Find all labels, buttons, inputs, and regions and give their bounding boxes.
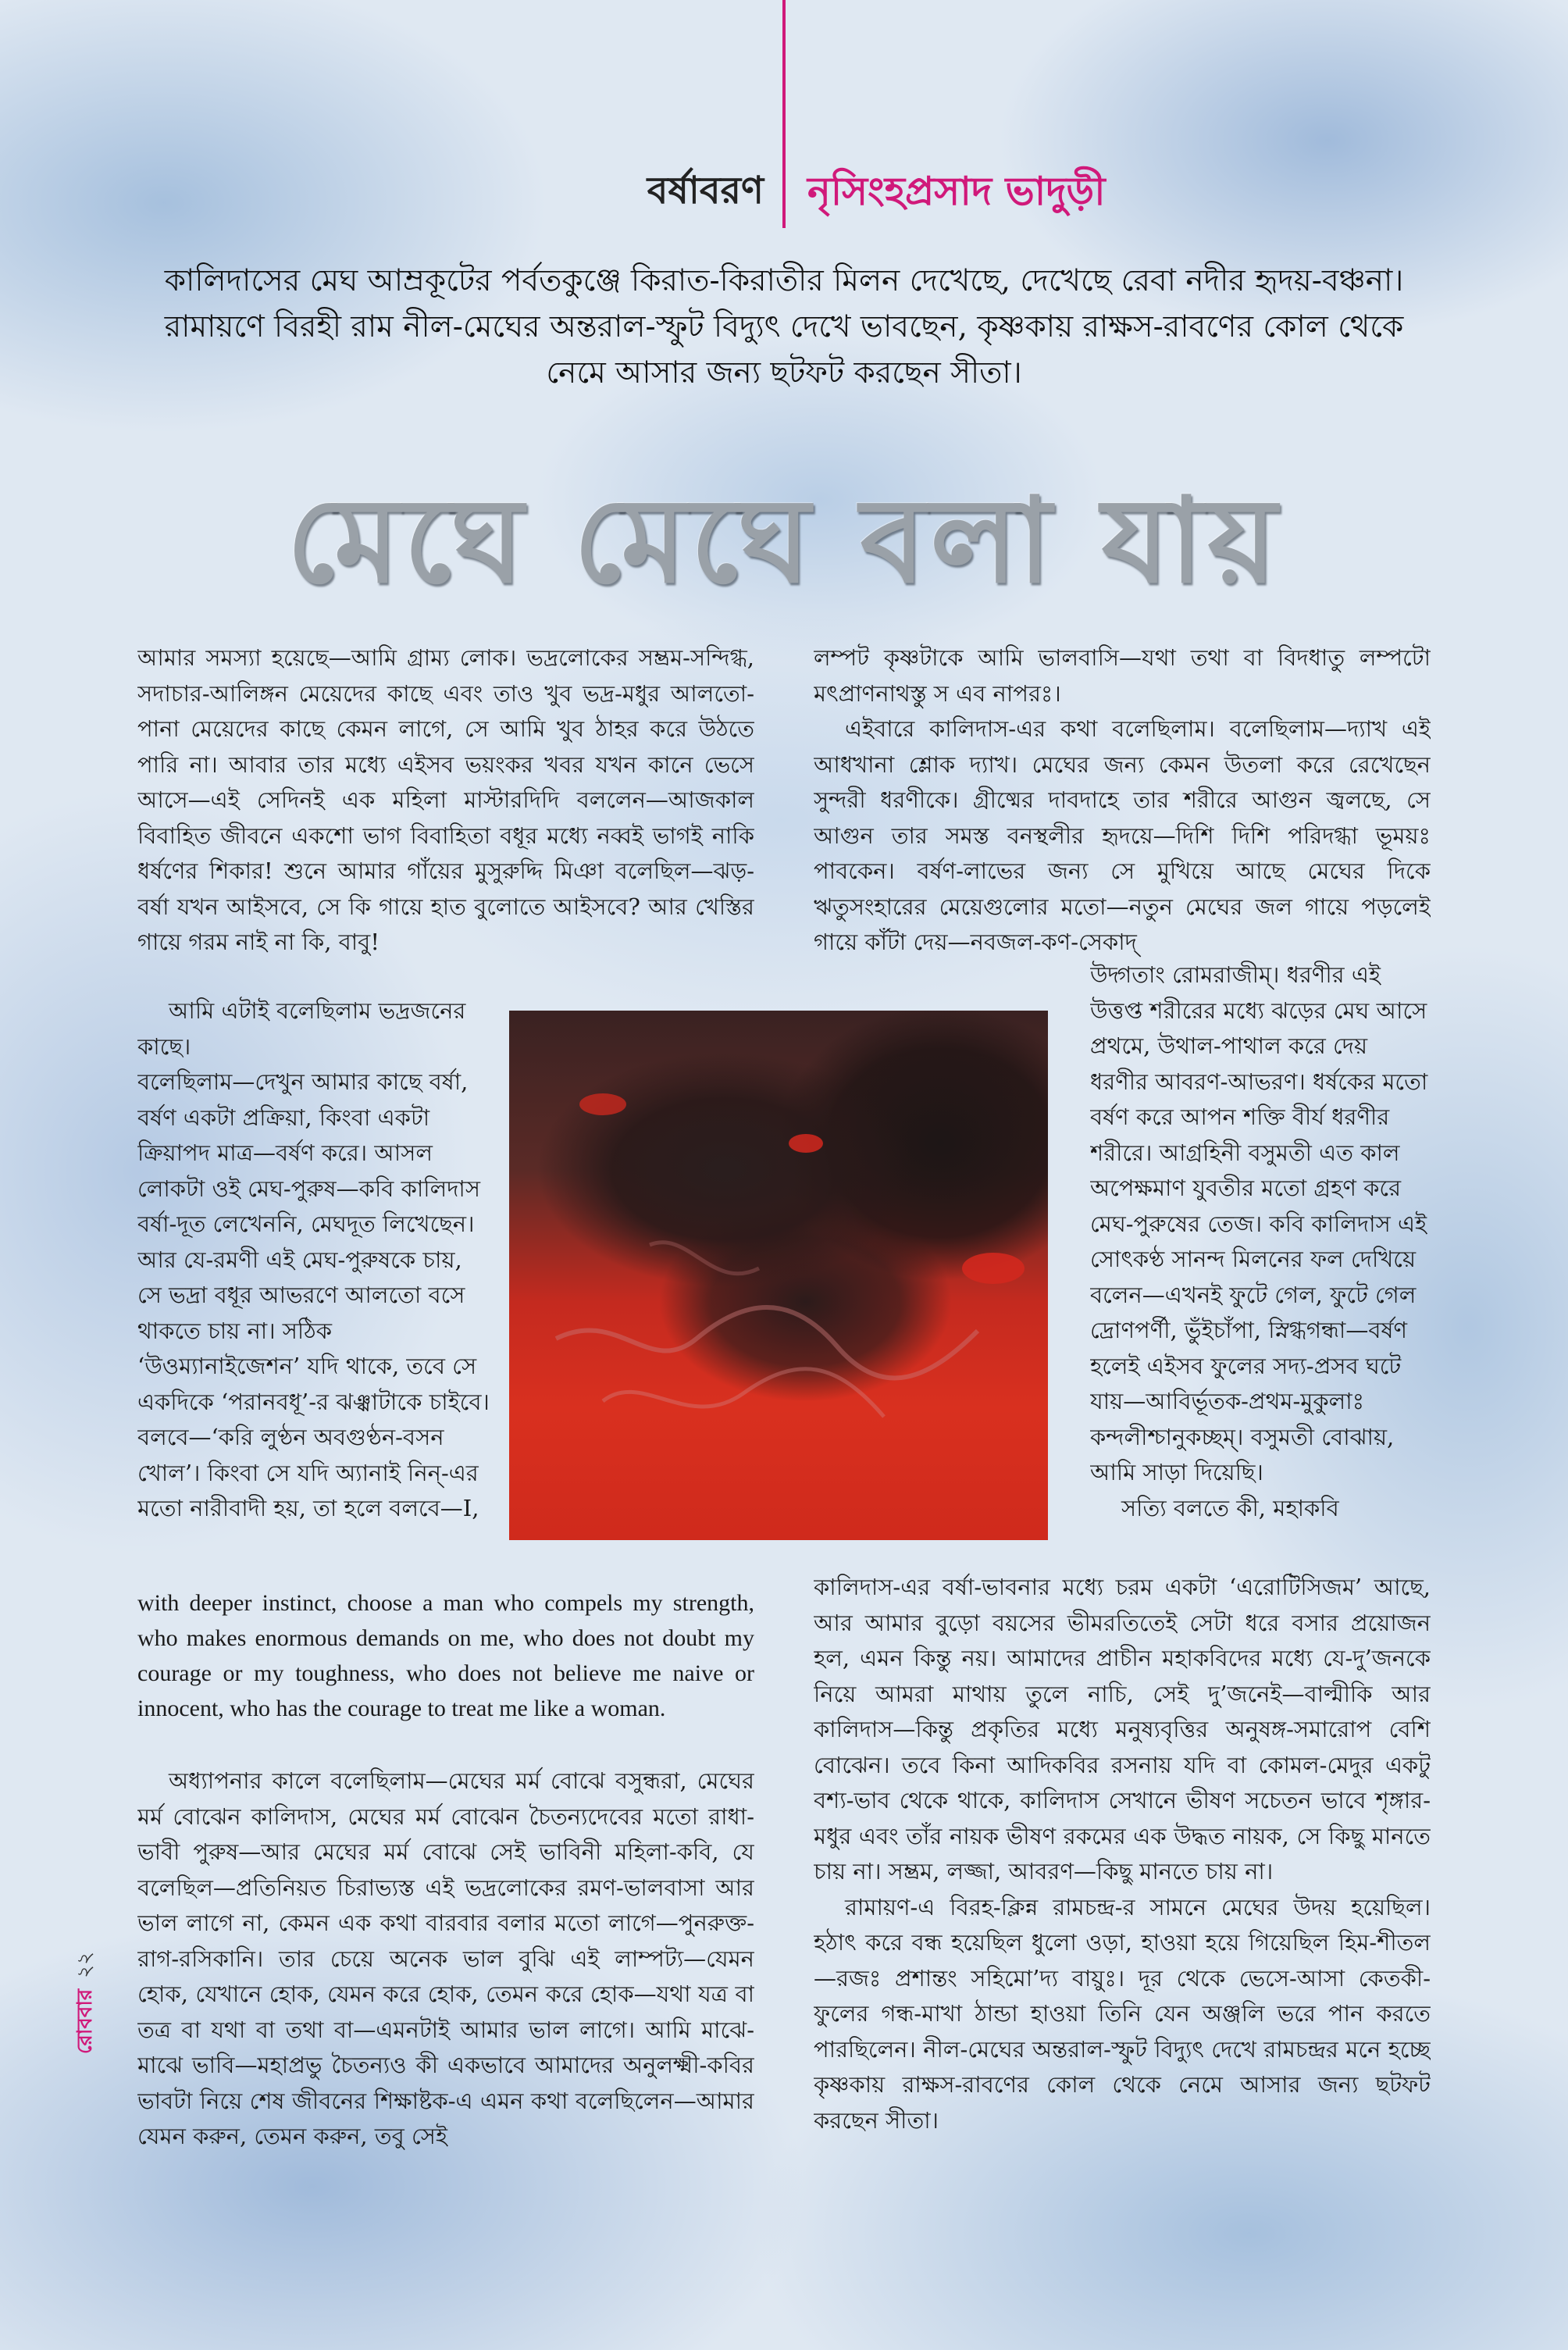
magazine-name: রোববার xyxy=(73,1988,97,2054)
paragraph: কালিদাস-এর বর্ষা-ভাবনার মধ্যে চরম একটা ‘এরোটিসিজম’ আছে, আর আমার বুড়ো বয়সের ভীমরতিতেই সেটা ধরে বসার প্রয়োজন হল, এমন কিন্তু নয়। আমাদের প্রাচীন মহাকবিদের মধ্যে যে-দু’জনকে নিয়ে আমরা মাথায় তুলে নাচি, সেই দু’জনেই—বাল্মীকি আর কালিদাস—কিন্তু প্রকৃতির মধ্যে মনুষ্যবৃত্তির অনুষঙ্গ-সমারোপ বেশি বোঝেন। তবে কিনা আদিকবির রসনায় যদি বা কোমল-মেদুর একটু বশ্য-ভাব থেকে থাকে, কালিদাস সেখানে ভীষণ সচেতন ভাবে শৃঙ্গার-মধুর এবং তাঁর নায়ক ভীষণ রকমের এক উদ্ধত নায়ক, সে কিছু মানতে চায় না। সম্ভ্রম, লজ্জা, আবরণ—কিছু মানতে চায় না। xyxy=(814,1574,1431,1885)
paragraph: আমার সমস্যা হয়েছে—আমি গ্রাম্য লোক। ভদ্রলোকের সম্ভ্রম-সন্দিগ্ধ, সদাচার-আলিঙ্গন মেয়েদের কাছে এবং তাও খুব ভদ্র-মধুর আলতো-পানা মেয়েদের কাছে কেমন লাগে, সে আমি খুব ঠাহর করে উঠতে পারি না। আবার তার মধ্যে এইসব ভয়ংকর খবর যখন কানে ভেসে আসে—এই সেদিনই এক মহিলা মাস্টারদিদি বললেন—আজকাল বিবাহিত জীবনে একশো ভাগ বিবাহিতা বধূর মধ্যে নব্বই ভাগই নাকি ধর্ষণের শিকার! শুনে আমার গাঁয়ের মুসুরুদ্দি মিঞা বলেছিল—ঝড়-বর্ষা যখন আইসবে, সে কি গায়ে হাত বুলোতে আইসবে? আর খেস্তির গায়ে গরম নাই না কি, বাবু! xyxy=(137,644,754,955)
english-quote-block xyxy=(137,1585,754,1762)
paragraph: অধ্যাপনার কালে বলেছিলাম—মেঘের মর্ম বোঝে বসুন্ধরা, মেঘের মর্ম বোঝেন কালিদাস, মেঘের মর্ম বোঝেন চৈতন্যদেবের মতো রাধা-ভাবী পুরুষ—আর মেঘের মর্ম বোঝে সেই ভাবিনী মহিলা-কবি, যে বলেছিল—প্রতিনিয়ত চিরাভ্যস্ত এই ভদ্রলোকের রমণ-ভালবাসা আর ভাল লাগে না, কেমন এক কথা বারবার বলার মতো লাগে—পুনরুক্ত-রাগ-রসিকানি। তার চেয়ে অনেক ভাল বুঝি এই লাম্পট্য—যেমন হোক, যেখানে হোক, যেমন করে হোক, তেমন করে হোক—যথা যত্র বা তত্র বা যথা বা তথা বা—এমনটাই আমার ভাল লাগে। আমি মাঝে-মাঝে ভাবি—মহাপ্রভু চৈতন্যও কী একভাবে আমাদের অনুলক্ষ্মী-কবির ভাবটা নিয়ে শেষ জীবনের শিক্ষাষ্টক-এ এমন কথা বলেছিলেন—আমার যেমন করুন, তেমন করুন, তবু সেই xyxy=(137,1767,754,2149)
right-column-bottom xyxy=(814,1570,1431,2187)
header-divider xyxy=(782,0,786,228)
left-column-narrow xyxy=(137,993,490,1584)
paragraph: এইবারে কালিদাস-এর কথা বলেছিলাম। বলেছিলাম—দ্যাখ এই আধখানা শ্লোক দ্যাখ। মেঘের জন্য কেমন উতলা করে রেখেছেন সুন্দরী ধরণীকে। গ্রীষ্মের দাবদাহে তার শরীরে আগুন জ্বলছে, সে আগুন তার সমস্ত বনস্থলীর হৃদয়ে—দিশি দিশি পরিদগ্ধা ভূময়ঃ পাবকেন। বর্ষণ-লাভের জন্য সে মুখিয়ে আছে মেঘের দিকে ঋতুসংহারের মেয়েগুলোর মতো—নতুন মেঘের জল গায়ে পড়লেই গায়ে কাঁটা দেয়—নবজল-কণ-সেকাদ্ xyxy=(814,715,1431,955)
author-name: নৃসিংহপ্রসাদ ভাদুড়ী xyxy=(807,168,1106,214)
paragraph: উদ্গতাং রোমরাজীম্। ধরণীর এই উত্তপ্ত শরীরের মধ্যে ঝড়ের মেঘ আসে প্রথমে, উথাল-পাথাল করে দেয় ধরণীর আবরণ-আভরণ। ধর্ষকের মতো বর্ষণ করে আপন শক্তি বীর্য ধরণীর শরীরে। আগ্রহিনী বসুমতী এত কাল অপেক্ষমাণ যুবতীর মতো গ্রহণ করে মেঘ-পুরুষের তেজ। কবি কালিদাস এই সোৎকণ্ঠ সানন্দ মিলনের ফল দেখিয়ে বলেন—এখনই ফুটে গেল, ফুটে গেল দ্রোণপর্ণী, ভুঁইচাঁপা, স্নিগ্ধগন্ধা—বর্ষণ হলেই এইসব ফুলের সদ্য-প্রসব ঘটে যায়—আবির্ভূতক-প্রথম-মুকুলাঃ কন্দলীশ্চানুকচ্ছম্। বসুমতী বোঝায়, আমি সাড়া দিয়েছি। xyxy=(1090,961,1428,1485)
paragraph: বলেছিলাম—দেখুন আমার কাছে বর্ষা, বর্ষণ একটা প্রক্রিয়া, কিংবা একটা ক্রিয়াপদ মাত্র—বর্ষণ করে। আসল লোকটা ওই মেঘ-পুরুষ—কবি কালিদাস বর্ষা-দূত লেখেননি, মেঘদূত লিখেছেন। আর যে-রমণী এই মেঘ-পুরুষকে চায়, সে ভদ্রা বধূর আভরণে আলতো বসে থাকতে চায় না। সঠিক ‘উওম্যানাইজেশন’ যদি থাকে, তবে সে একদিকে ‘পরানবধূ’-র ঝঞ্ঝাটাকে চাইবে। বলবে—‘করি লুণ্ঠন অবগুণ্ঠন-বসন খোল’। কিংবা সে যদি অ্যানাই নিন্-এর মতো নারীবাদী হয়, তা হলে বলবে—I, xyxy=(137,1068,490,1521)
lead-paragraph: কালিদাসের মেঘ আম্রকূটের পর্বতকুঞ্জে কিরাত-কিরাতীর মিলন দেখেছে, দেখেছে রেবা নদীর হৃদয়-বঞ্চনা। রামায়ণে বিরহী রাম নীল-মেঘের অন্তরাল-স্ফুট বিদ্যুৎ দেখে ভাবছেন, কৃষ্ণকায় রাক্ষস-রাবণের কোল থেকে নেমে আসার জন্য ছটফট করছেন সীতা। xyxy=(164,263,1404,390)
article-headline: মেঘে মেঘে বলা যায় xyxy=(287,472,1281,609)
left-column-bottom xyxy=(137,1763,754,2185)
right-column-top xyxy=(814,640,1431,968)
left-column-top xyxy=(137,640,754,1007)
page-number: ২২ xyxy=(73,1952,97,1978)
cloud-painting-image xyxy=(509,1011,1048,1540)
page-folio xyxy=(69,1952,103,2054)
english-quote: with deeper instinct, choose a man who compels my strength, who makes enormous demands on me, who does not doubt my courage or my toughness, who does not believe me naive or innocent, who has the courage to treat me like a woman. xyxy=(137,1590,754,1721)
paragraph: রামায়ণ-এ বিরহ-ক্লিন্ন রামচন্দ্র-র সামনে মেঘের উদয় হয়েছিল। হঠাৎ করে বন্ধ হয়েছিল ধুলো ওড়া, হাওয়া হয়ে গিয়েছিল হিম-শীতল—রজঃ প্রশান্তং সহিমো’দ্য বায়ুঃ। দূর থেকে ভেসে-আসা কেতকী-ফুলের গন্ধ-মাখা ঠান্ডা হাওয়া তিনি যেন অঞ্জলি ভরে পান করতে পারছিলেন। নীল-মেঘের অন্তরাল-স্ফুট বিদ্যুৎ দেখে রামচন্দ্রর মনে হচ্ছে কৃষ্ণকায় রাক্ষস-রাবণের কোল থেকে নেমে আসার জন্য ছটফট করছেন সীতা। xyxy=(814,1893,1431,2134)
paragraph: সত্যি বলতে কী, মহাকবি xyxy=(1121,1494,1339,1521)
right-column-narrow xyxy=(1090,957,1431,1573)
paragraph: লম্পট কৃষ্ণটাকে আমি ভালবাসি—যথা তথা বা বিদধাতু লম্পটো মৎপ্রাণনাথস্তু স এব নাপরঃ। xyxy=(814,644,1431,707)
section-label: বর্ষাবরণ xyxy=(647,169,764,212)
painting-brushstrokes xyxy=(509,1011,1048,1540)
paragraph: আমি এটাই বলেছিলাম ভদ্রজনের কাছে। xyxy=(137,997,466,1060)
